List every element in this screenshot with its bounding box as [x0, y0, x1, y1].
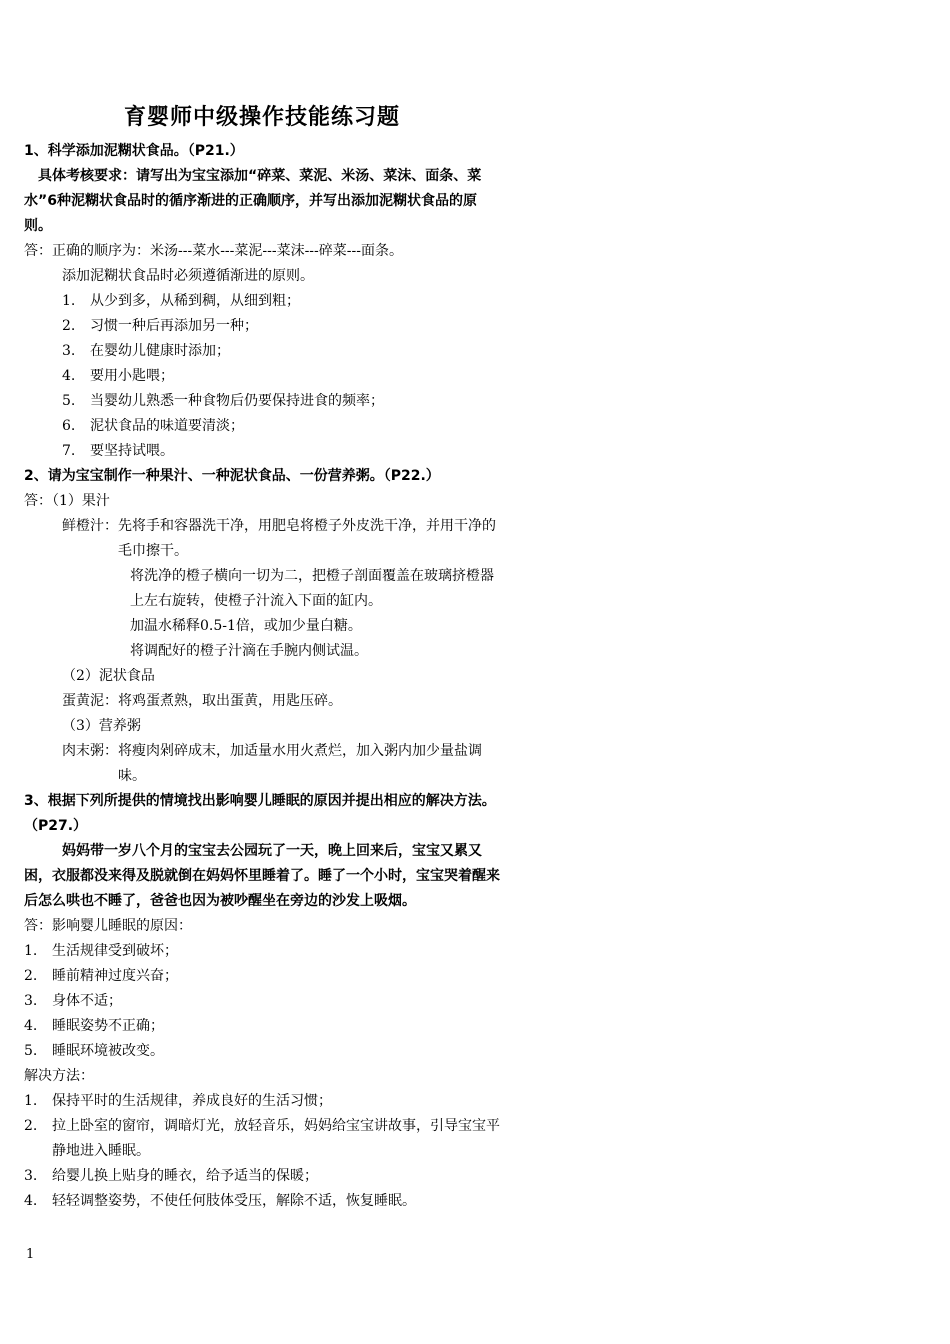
q2-porridge-text: 将瘦肉剁碎成末，加适量水用火煮烂，加入粥内加少量盐调味。 [118, 743, 482, 784]
list-item: 7. 要坚持试喂。 [62, 443, 174, 459]
q2-juice-step-1: 先将手和容器洗干净，用肥皂将橙子外皮洗干净，并用干净的毛巾擦干。 [118, 518, 496, 559]
list-item: 3. 在婴幼儿健康时添加； [62, 343, 230, 359]
q3-causes-intro: 答：影响婴儿睡眠的原因： [24, 918, 192, 934]
q2-answer-prefix: 答： [24, 493, 52, 509]
list-item: 4. 要用小匙喂； [62, 368, 174, 384]
q3-causes-list [24, 939, 500, 1064]
list-item: 5. 睡眠环境被改变。 [24, 1043, 164, 1059]
q1-answer-order: 答：正确的顺序为：米汤---菜水---菜泥---菜沫---碎菜---面条。 [24, 243, 403, 259]
q2-puree-block [24, 689, 500, 714]
document-page [24, 100, 500, 1214]
q2-juice-title: （1）果汁 [52, 493, 110, 509]
q2-juice-step-2: 将洗净的橙子横向一切为二，把橙子剖面覆盖在玻璃挤橙器上左右旋转，使橙子汁流入下面的缸内。 [130, 568, 494, 609]
list-item: 4. 轻轻调整姿势，不使任何肢体受压，解除不适，恢复睡眠。 [24, 1193, 416, 1209]
list-item: 1. 保持平时的生活规律，养成良好的生活习惯； [24, 1093, 332, 1109]
q2-puree-title: （2）泥状食品 [62, 668, 155, 684]
list-item: 2. 习惯一种后再添加另一种； [62, 318, 258, 334]
q1-requirement: 具体考核要求：请写出为宝宝添加“碎菜、菜泥、米汤、菜沫、面条、菜水”6种泥糊状食品时的循序渐进的正确顺序，并写出添加泥糊状食品的原则。 [24, 168, 482, 234]
list-item: 2. 拉上卧室的窗帘，调暗灯光，放轻音乐，妈妈给宝宝讲故事，引导宝宝平静地进入睡眠。 [24, 1118, 500, 1159]
list-item: 1. 从少到多，从稀到稠，从细到粗； [62, 293, 300, 309]
list-item: 6. 泥状食品的味道要清淡； [62, 418, 244, 434]
q3-solutions-intro: 解决方法： [24, 1068, 94, 1084]
q2-heading: 2、请为宝宝制作一种果汁、一种泥状食品、一份营养粥。（P22.） [24, 468, 440, 484]
q3-scenario: 妈妈带一岁八个月的宝宝去公园玩了一天，晚上回来后，宝宝又累又困，衣服都没来得及脱就倒在妈妈怀里睡着了。睡了一个小时，宝宝哭着醒来后怎么哄也不睡了，爸爸也因为被吵醒坐在旁边的沙发上吸烟。 [24, 843, 500, 909]
q2-juice-step-4: 将调配好的橙子汁滴在手腕内侧试温。 [130, 643, 368, 659]
q2-porridge-title: （3）营养粥 [62, 718, 141, 734]
q2-puree-label: 蛋黄泥： [62, 693, 118, 709]
q1-principles-list [24, 289, 500, 464]
q2-juice-title-line [24, 489, 500, 514]
list-item: 3. 身体不适； [24, 993, 122, 1009]
q2-juice-block [24, 514, 500, 564]
page-number: 1 [26, 1247, 35, 1262]
q3-heading: 3、根据下列所提供的情境找出影响婴儿睡眠的原因并提出相应的解决方法。（P27.） [24, 793, 496, 834]
page-title: 育婴师中级操作技能练习题 [123, 105, 400, 130]
q1-principle-intro: 添加泥糊状食品时必须遵循渐进的原则。 [62, 268, 314, 284]
list-item: 3. 给婴儿换上贴身的睡衣，给予适当的保暖； [24, 1168, 318, 1184]
q2-puree-text: 将鸡蛋煮熟，取出蛋黄，用匙压碎。 [118, 693, 342, 709]
q2-porridge-block [24, 739, 500, 789]
list-item: 2. 睡前精神过度兴奋； [24, 968, 178, 984]
list-item: 4. 睡眠姿势不正确； [24, 1018, 164, 1034]
list-item: 5. 当婴幼儿熟悉一种食物后仍要保持进食的频率； [62, 393, 384, 409]
q1-heading: 1、科学添加泥糊状食品。（P21.） [24, 143, 244, 159]
q2-porridge-label: 肉末粥： [62, 743, 118, 759]
q3-solutions-list [24, 1089, 500, 1214]
q2-juice-step-3: 加温水稀释0.5-1倍，或加少量白糖。 [130, 618, 362, 634]
list-item: 1. 生活规律受到破坏； [24, 943, 178, 959]
q2-juice-label: 鲜橙汁： [62, 518, 118, 534]
